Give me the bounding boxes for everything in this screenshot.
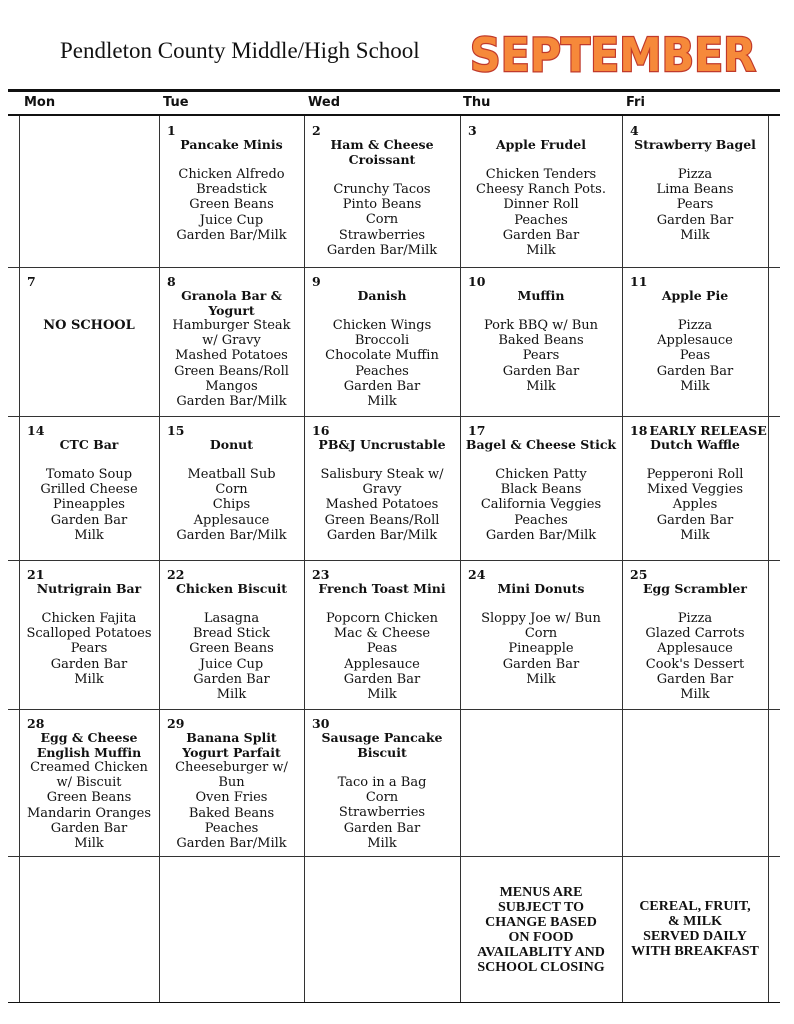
lunch-item-line: Milk [216, 687, 247, 703]
day-number-text: 23 [312, 567, 330, 582]
day-number [27, 423, 44, 438]
day-number [312, 567, 329, 582]
lunch-item-line: Garden Bar [502, 227, 580, 243]
breakfast-item [622, 137, 768, 152]
day-number [167, 423, 184, 438]
lunch-item-line: Grilled Cheese [40, 482, 138, 498]
lunch-item-line: Milk [367, 687, 397, 703]
lunch-item-line: Apples [672, 497, 718, 513]
breakfast-item [304, 288, 460, 303]
lunch-item-line: Pears [522, 348, 560, 364]
early-release-note: EARLY RELEASE [649, 423, 767, 438]
lunch-item-line: Milk [526, 671, 556, 687]
lunch-item-line: Mac & Cheese [333, 626, 431, 642]
lunch-item-line: Meatball Sub [187, 467, 276, 482]
lunch-item-line: Chocolate Muffin [325, 348, 439, 364]
lunch-item-line: Milk [526, 243, 556, 259]
lunch-item-line: Mandarin Oranges [26, 805, 152, 821]
lunch-item-line: California Veggies [480, 497, 602, 513]
day-number [630, 567, 647, 582]
lunch-item-line: Garden Bar/Milk [176, 527, 287, 543]
lunch-item [159, 467, 304, 543]
lunch-item-line: Broccoli [354, 333, 410, 349]
lunch-item-line: Salisbury Steak w/ [320, 467, 444, 482]
lunch-item-line: Garden Bar/Milk [326, 527, 438, 543]
breakfast-item-line: Mini Donuts [497, 581, 585, 596]
breakfast-item [159, 137, 304, 152]
lunch-item-line: Lima Beans [656, 182, 734, 198]
day-number-text: 2 [312, 123, 321, 138]
lunch-item-line: Milk [367, 394, 397, 410]
breakfast-item [304, 437, 460, 452]
lunch-item-line: Green Beans/Roll [324, 512, 440, 528]
lunch-item-line: Garden Bar [502, 363, 580, 379]
day-cell [460, 560, 622, 709]
lunch-item-line: Chicken Wings [332, 318, 432, 333]
day-cell [159, 116, 304, 267]
lunch-item-line: Corn [524, 626, 558, 642]
lunch-item [460, 467, 622, 543]
lunch-item-line: Pineapple [508, 641, 574, 657]
lunch-item-line: Juice Cup [199, 656, 264, 672]
lunch-item-line: Gravy [362, 482, 402, 498]
lunch-item [622, 611, 768, 702]
breakfast-item-line: Strawberry Bagel [634, 137, 756, 152]
breakfast-item-line: CTC Bar [59, 437, 119, 452]
school-name: Pendleton County Middle/High School [60, 38, 420, 63]
day-cell [159, 560, 304, 709]
menu-change-note-line: AVAILABLITY AND [477, 945, 605, 960]
lunch-item-line: Corn [365, 790, 399, 806]
lunch-item-line: Popcorn Chicken [326, 611, 438, 626]
lunch-item-line: Garden Bar [343, 820, 421, 836]
day-number-text: 10 [468, 274, 486, 289]
day-cell [622, 267, 768, 416]
breakfast-item [622, 581, 768, 596]
day-number-text: 21 [27, 567, 45, 582]
lunch-item-line: Green Beans [46, 790, 132, 806]
breakfast-served-note-line: SERVED DAILY [643, 929, 747, 944]
lunch-item-line: Garden Bar [656, 671, 734, 687]
column-divider [768, 116, 769, 1002]
lunch-item-line: Milk [367, 835, 397, 851]
lunch-item-line: Milk [526, 378, 556, 394]
breakfast-item-line: Ham & Cheese [330, 137, 434, 152]
day-number-text: 14 [27, 423, 45, 438]
day-number [630, 123, 639, 138]
lunch-item-line: Milk [74, 527, 104, 543]
weekday-fri: Fri [626, 95, 645, 110]
lunch-item-line: Sloppy Joe w/ Bun [481, 611, 601, 626]
breakfast-item [460, 288, 622, 303]
day-number-text: 3 [468, 123, 477, 138]
breakfast-item-line: Yogurt [208, 303, 255, 319]
day-number [27, 567, 44, 582]
lunch-item-line: Pizza [677, 611, 713, 626]
breakfast-item [19, 730, 159, 760]
breakfast-item-line: Nutrigrain Bar [36, 581, 142, 596]
day-cell [159, 416, 304, 560]
breakfast-item-line: Chicken Biscuit [175, 581, 288, 596]
breakfast-item [622, 288, 768, 303]
lunch-item-line: Black Beans [500, 482, 582, 498]
breakfast-item [19, 437, 159, 452]
lunch-item-line: Garden Bar/Milk [176, 394, 287, 410]
lunch-item-line: Applesauce [657, 333, 733, 349]
day-number-text: 16 [312, 423, 330, 438]
lunch-item-line: Taco in a Bag [337, 775, 427, 790]
lunch-item-line: Glazed Carrots [645, 626, 745, 642]
breakfast-item-line: Biscuit [357, 745, 407, 761]
day-number-text: 9 [312, 274, 321, 289]
lunch-item-line: Garden Bar [656, 212, 734, 228]
lunch-item-line: Green Beans/Roll [174, 363, 289, 379]
lunch-item [19, 760, 159, 851]
day-number-text: 11 [630, 274, 648, 289]
breakfast-item [19, 581, 159, 596]
lunch-item-line: w/ Biscuit [56, 775, 122, 791]
lunch-item-line: Milk [680, 527, 710, 543]
day-cell [19, 267, 159, 416]
lunch-item-line: Mashed Potatoes [175, 348, 288, 364]
lunch-item [159, 167, 304, 243]
day-cell [622, 416, 768, 560]
lunch-item-line: Juice Cup [199, 212, 264, 228]
lunch-item-line: Breadstick [196, 182, 267, 198]
lunch-item [304, 775, 460, 851]
lunch-item [460, 167, 622, 258]
lunch-item-line: Baked Beans [498, 333, 584, 349]
lunch-item-line: Peas [366, 641, 398, 657]
lunch-item-line: Pizza [677, 318, 713, 333]
breakfast-item-line: Granola Bar & [181, 288, 282, 303]
day-number [27, 274, 36, 289]
lunch-item-line: Garden Bar [656, 512, 734, 528]
lunch-item-line: Applesauce [344, 656, 420, 672]
menu-change-note-line: SCHOOL CLOSING [477, 960, 605, 975]
lunch-item-line: Peaches [204, 820, 259, 836]
lunch-item-line: Cook's Dessert [645, 656, 745, 672]
day-cell [460, 416, 622, 560]
breakfast-item-line: Bagel & Cheese Stick [465, 437, 617, 452]
day-cell [460, 116, 622, 267]
lunch-item-line: Garden Bar [656, 363, 734, 379]
lunch-item-line: Chicken Alfredo [178, 167, 285, 182]
lunch-item-line: Green Beans [189, 197, 274, 213]
day-number [468, 274, 485, 289]
day-cell [622, 560, 768, 709]
breakfast-item-line: Pancake Minis [180, 137, 283, 152]
breakfast-item-line: Apple Pie [661, 288, 729, 303]
month-logo [465, 22, 761, 84]
lunch-item [622, 318, 768, 394]
lunch-item-line: Pizza [677, 167, 713, 182]
header-rule [8, 89, 780, 92]
lunch-item-line: Mixed Veggies [646, 482, 743, 498]
lunch-item-line: Bread Stick [192, 626, 271, 642]
day-cell [159, 709, 304, 856]
day-number-text: 17 [468, 423, 486, 438]
lunch-item-line: Scalloped Potatoes [26, 626, 152, 642]
lunch-item-line: Corn [365, 212, 399, 228]
lunch-item-line: Garden Bar/Milk [326, 242, 438, 258]
no-school-label: NO SCHOOL [43, 318, 135, 333]
lunch-item-line: Dinner Roll [503, 197, 579, 213]
lunch-item-line: Applesauce [657, 641, 733, 657]
lunch-item-line: Milk [74, 836, 104, 852]
day-number [167, 123, 176, 138]
lunch-item-line: Peaches [514, 212, 568, 228]
breakfast-served-note-line: & MILK [667, 914, 723, 929]
day-cell [304, 416, 460, 560]
breakfast-item [304, 137, 460, 167]
menu-change-note-line: ON FOOD [508, 930, 574, 945]
breakfast-item-line: Egg & Cheese [40, 730, 138, 745]
lunch-item [19, 611, 159, 687]
lunch-item [304, 182, 460, 258]
lunch-item-line: Pinto Beans [342, 197, 422, 213]
lunch-item-line: Green Beans [189, 641, 274, 657]
lunch-item [622, 467, 768, 543]
day-number-text: 8 [167, 274, 176, 289]
breakfast-item [159, 288, 304, 318]
lunch-item-line: Pork BBQ w/ Bun [483, 318, 599, 333]
lunch-item-line: Crunchy Tacos [333, 182, 431, 197]
breakfast-item [159, 581, 304, 596]
day-number-text: 28 [27, 716, 45, 731]
breakfast-item-line: Donut [209, 437, 254, 452]
weekday-header [8, 93, 780, 113]
lunch-item-line: Cheeseburger w/ [175, 760, 288, 775]
day-number [312, 123, 321, 138]
month-title: SEPTEMBER [470, 28, 756, 82]
menu-change-note-line: SUBJECT TO [498, 900, 584, 915]
day-number-text: 29 [167, 716, 185, 731]
day-number [27, 716, 44, 731]
day-cell [19, 560, 159, 709]
breakfast-item-line: Danish [357, 288, 407, 303]
lunch-item-line: Chicken Patty [495, 467, 587, 482]
day-cell [304, 709, 460, 856]
menu-change-note [460, 885, 622, 975]
breakfast-item-line: PB&J Uncrustable [318, 437, 446, 452]
lunch-item-line: Garden Bar [343, 378, 421, 394]
breakfast-served-note-line: CEREAL, FRUIT, [639, 899, 751, 914]
lunch-item [159, 318, 304, 409]
lunch-item [304, 611, 460, 702]
lunch-item [19, 467, 159, 543]
lunch-item-line: Baked Beans [188, 805, 275, 821]
lunch-item-line: Garden Bar [50, 512, 128, 528]
breakfast-item [304, 581, 460, 596]
day-number-text: 7 [27, 274, 36, 289]
weekday-mon: Mon [24, 95, 56, 110]
day-number-text: 4 [630, 123, 639, 138]
lunch-item-line: Peaches [514, 512, 568, 528]
menu-change-note-line: MENUS ARE [499, 885, 583, 900]
lunch-item-line: Pears [70, 641, 108, 657]
breakfast-item [622, 437, 768, 452]
day-number [468, 123, 477, 138]
menu-change-note-line: CHANGE BASED [485, 915, 597, 930]
day-cell [19, 709, 159, 856]
weekday-tue: Tue [163, 95, 189, 110]
weekday-wed: Wed [308, 95, 340, 110]
day-number-text: 25 [630, 567, 648, 582]
lunch-item-line: Oven Fries [195, 790, 268, 806]
lunch-item-line: Garden Bar/Milk [176, 836, 287, 852]
lunch-item-line: Cheesy Ranch Pots. [476, 182, 606, 198]
day-cell [304, 560, 460, 709]
day-number [630, 274, 647, 289]
lunch-item-line: Peas [679, 348, 711, 364]
lunch-item-line: Tomato Soup [45, 467, 133, 482]
lunch-item-line: Pineapples [53, 497, 125, 513]
day-number [167, 274, 176, 289]
day-number-text: 15 [167, 423, 185, 438]
lunch-item-line: Mashed Potatoes [325, 497, 439, 513]
breakfast-served-note [622, 899, 768, 959]
breakfast-item-line: Banana Split [186, 730, 277, 745]
day-number [167, 716, 184, 731]
lunch-item [622, 167, 768, 243]
lunch-item-line: Pears [676, 197, 714, 213]
lunch-item-line: Milk [680, 227, 710, 243]
lunch-item-line: Garden Bar [343, 671, 421, 687]
lunch-item-line: Hamburger Steak [172, 318, 291, 333]
breakfast-item-line: Croissant [348, 152, 416, 168]
lunch-item-line: Pepperoni Roll [646, 467, 744, 482]
day-number-text: 22 [167, 567, 185, 582]
day-number [312, 423, 329, 438]
day-cell [304, 267, 460, 416]
lunch-item-line: Milk [74, 671, 104, 687]
lunch-item [159, 611, 304, 702]
lunch-item-line: Garden Bar [502, 656, 580, 672]
breakfast-item-line: Egg Scrambler [643, 581, 747, 596]
breakfast-served-note-line: WITH BREAKFAST [631, 944, 759, 959]
breakfast-item [159, 730, 304, 760]
row-divider [8, 856, 780, 857]
lunch-item-line: Bun [218, 775, 245, 791]
lunch-item-line: Strawberries [338, 227, 426, 243]
lunch-item [304, 318, 460, 409]
breakfast-item [460, 581, 622, 596]
lunch-item-line: Garden Bar/Milk [485, 527, 597, 543]
lunch-item-line: Strawberries [338, 805, 426, 821]
lunch-item-line: Corn [215, 482, 248, 498]
day-cell [159, 267, 304, 416]
calendar-grid [8, 114, 780, 1003]
day-number [167, 567, 184, 582]
breakfast-item-line: Muffin [517, 288, 565, 303]
breakfast-item [460, 137, 622, 152]
day-cell [460, 267, 622, 416]
day-number-text: 30 [312, 716, 330, 731]
breakfast-item-line: Apple Frudel [495, 137, 586, 152]
breakfast-item-line: Dutch Waffle [650, 437, 740, 452]
day-number [312, 274, 321, 289]
lunch-item-line: Chips [212, 497, 251, 513]
day-cell [622, 116, 768, 267]
breakfast-item-line: French Toast Mini [318, 581, 446, 596]
lunch-item-line: Chicken Fajita [41, 611, 137, 626]
lunch-item-line: Milk [680, 687, 710, 703]
day-number [468, 567, 485, 582]
lunch-item-line: Chicken Tenders [485, 167, 597, 182]
lunch-item-line: Creamed Chicken [30, 760, 148, 775]
lunch-item-line: Milk [680, 378, 710, 394]
breakfast-item-line: Yogurt Parfait [182, 745, 281, 761]
lunch-item-line: Garden Bar [50, 820, 128, 836]
breakfast-item [460, 437, 622, 452]
day-number [468, 423, 485, 438]
day-number-text: 24 [468, 567, 486, 582]
breakfast-item-line: Sausage Pancake [321, 730, 443, 745]
lunch-item-line: Peaches [355, 363, 409, 379]
lunch-item [159, 760, 304, 851]
lunch-item [460, 611, 622, 687]
day-number [630, 423, 767, 438]
lunch-item-line: Applesauce [193, 512, 270, 528]
day-number-text: 1 [167, 123, 176, 138]
breakfast-item [159, 437, 304, 452]
lunch-item-line: Garden Bar/Milk [176, 227, 287, 243]
day-number [312, 716, 329, 731]
lunch-item-line: Garden Bar [193, 671, 270, 687]
weekday-thu: Thu [463, 95, 491, 110]
lunch-item-line: Garden Bar [50, 656, 128, 672]
day-cell [19, 416, 159, 560]
lunch-item-line: Mangos [205, 378, 258, 394]
breakfast-item-line: English Muffin [36, 745, 142, 761]
lunch-item [304, 467, 460, 543]
lunch-item [460, 318, 622, 394]
lunch-item-line: Lasagna [203, 611, 260, 626]
breakfast-item [304, 730, 460, 760]
lunch-item-line: w/ Gravy [202, 333, 261, 349]
day-number-text: 18 [630, 423, 648, 438]
day-cell [304, 116, 460, 267]
